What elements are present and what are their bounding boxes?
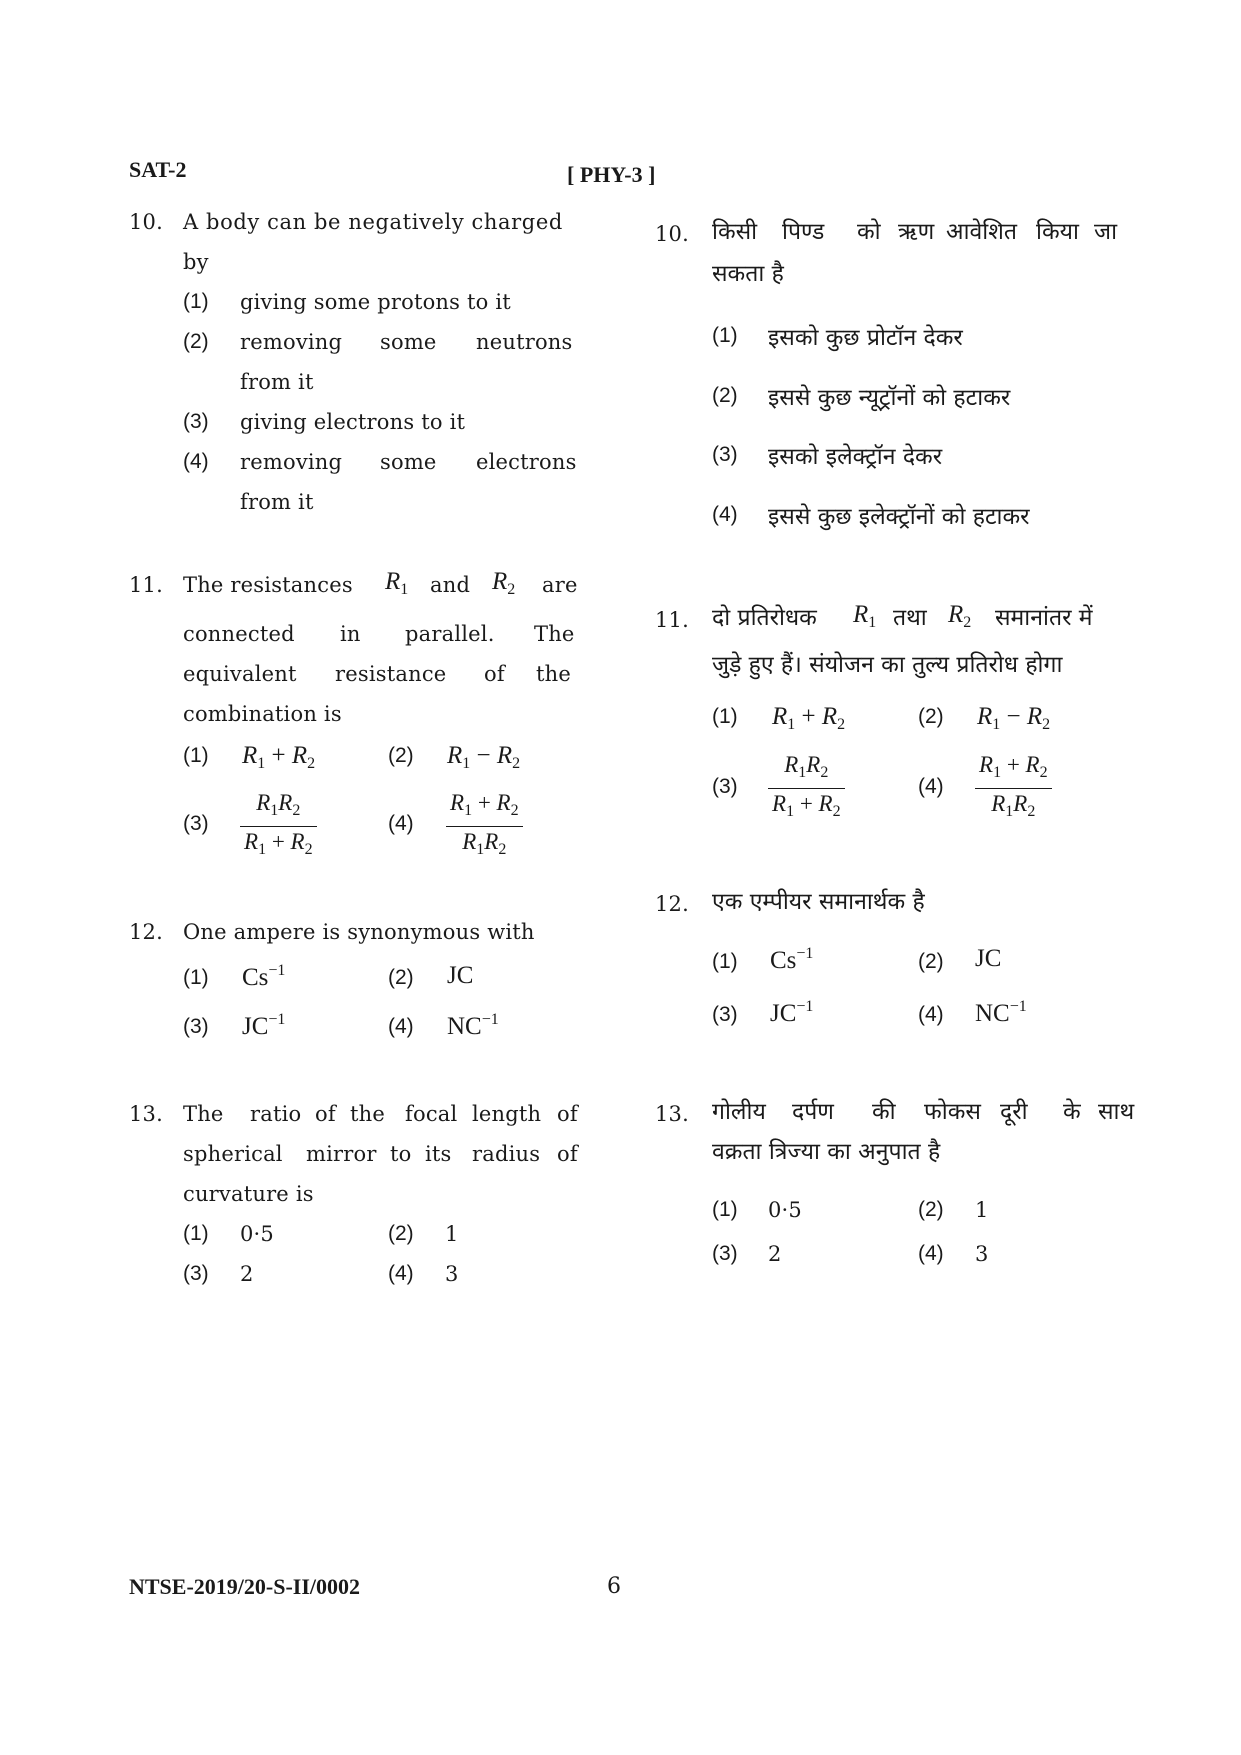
option-text: 3 — [975, 1242, 989, 1266]
question-text: के — [1063, 1099, 1081, 1125]
option-unit: $Cs^{-1}$ — [242, 962, 286, 991]
question-text: की — [872, 1099, 896, 1125]
question-text: The — [534, 622, 575, 646]
question-text: in — [340, 622, 361, 646]
question-number: 12. — [655, 892, 689, 916]
question-text: resistance — [335, 662, 447, 686]
question-number: 13. — [129, 1102, 163, 1126]
option-unit: $NC^{-1}$ — [447, 1011, 499, 1040]
footer-code: NTSE-2019/20-S-II/0002 — [129, 1574, 361, 1599]
question-text: equivalent — [183, 662, 297, 686]
question-text: the — [536, 662, 571, 686]
option-number: (1) — [183, 744, 209, 767]
question-number: 10. — [129, 210, 163, 234]
option-number: (4) — [388, 1015, 414, 1038]
question-text: साथ — [1098, 1099, 1135, 1125]
question-text: सकता है — [712, 261, 784, 287]
option-unit: JC — [975, 945, 1002, 972]
question-text: The — [183, 1102, 224, 1126]
question-text: spherical — [183, 1142, 283, 1166]
question-number: 13. — [655, 1102, 689, 1126]
option-text: 1 — [975, 1198, 989, 1222]
question-text: ratio — [250, 1102, 302, 1126]
option-number: (1) — [712, 705, 738, 728]
option-text: neutrons — [476, 330, 573, 354]
option-number: (3) — [183, 1015, 209, 1038]
option-number: (1) — [712, 950, 738, 973]
question-text: किया — [1036, 219, 1079, 245]
option-text: some — [380, 330, 437, 354]
option-r1-minus-r2: $R_1 - R_2$ — [447, 742, 521, 772]
question-text: दर्पण — [792, 1099, 834, 1125]
question-text: mirror — [306, 1142, 377, 1166]
option-text: giving some protons to it — [240, 290, 511, 314]
question-text: of — [557, 1142, 578, 1166]
option-text: 0·5 — [768, 1198, 802, 1222]
question-number: 10. — [655, 222, 689, 246]
option-number: (2) — [918, 1198, 944, 1221]
question-text: are — [542, 573, 578, 597]
option-product-over-sum: $\frac{R_1R_2}{R_1 + R_2}$ — [768, 752, 845, 825]
option-number: (1) — [183, 290, 209, 313]
question-text: एक एम्पीयर समानार्थक है — [712, 889, 925, 915]
question-number: 11. — [655, 608, 689, 632]
question-text: A body can be negatively charged — [183, 210, 563, 234]
question-text: by — [183, 250, 209, 274]
option-number: (2) — [183, 330, 209, 353]
question-text: and — [430, 573, 471, 597]
option-number: (3) — [712, 1003, 738, 1026]
math-r2: $R_2$ — [492, 568, 516, 598]
option-number: (4) — [918, 1242, 944, 1265]
option-text: इसको कुछ प्रोटॉन देकर — [768, 325, 963, 351]
option-unit: $JC^{-1}$ — [242, 1011, 286, 1040]
option-number: (3) — [712, 443, 738, 466]
option-sum-over-product: $\frac{R_1 + R_2}{R_1R_2}$ — [446, 790, 523, 863]
question-text: length — [472, 1102, 542, 1126]
option-text: इससे कुछ न्यूट्रॉनों को हटाकर — [768, 385, 1011, 411]
question-text: parallel. — [405, 622, 495, 646]
question-text: to — [390, 1142, 412, 1166]
page-number: 6 — [607, 1574, 621, 1599]
option-text: 0·5 — [240, 1222, 274, 1246]
question-text: गोलीय — [712, 1099, 766, 1125]
section-label: [ PHY-3 ] — [567, 162, 656, 187]
option-number: (4) — [918, 775, 944, 798]
question-text: One ampere is synonymous with — [183, 920, 535, 944]
paper-code: SAT-2 — [129, 157, 187, 182]
option-number: (2) — [388, 966, 414, 989]
question-text: को — [857, 219, 881, 245]
option-number: (1) — [712, 324, 738, 347]
question-text: वक्रता त्रिज्या का अनुपात है — [712, 1139, 941, 1165]
option-text: electrons — [476, 450, 577, 474]
option-number: (2) — [712, 384, 738, 407]
question-text: जुड़े हुए हैं। संयोजन का तुल्य प्रतिरोध होगा — [712, 652, 1063, 678]
option-text: some — [380, 450, 437, 474]
option-number: (4) — [712, 503, 738, 526]
option-product-over-sum: $\frac{R_1R_2}{R_1 + R_2}$ — [240, 790, 317, 863]
option-number: (1) — [712, 1198, 738, 1221]
option-text: 1 — [445, 1222, 459, 1246]
option-number: (2) — [388, 744, 414, 767]
math-r1: $R_1$ — [853, 601, 877, 631]
option-number: (4) — [388, 1262, 414, 1285]
question-text: combination is — [183, 702, 342, 726]
option-number: (4) — [918, 1003, 944, 1026]
question-text: of — [557, 1102, 578, 1126]
question-text: of — [484, 662, 505, 686]
option-number: (3) — [183, 1262, 209, 1285]
option-r1-plus-r2: $R_1 + R_2$ — [242, 742, 316, 772]
option-unit: $Cs^{-1}$ — [770, 945, 814, 974]
question-text: its — [425, 1142, 452, 1166]
option-text: giving electrons to it — [240, 410, 466, 434]
question-text: पिण्ड — [782, 219, 825, 245]
option-number: (3) — [712, 775, 738, 798]
option-r1-plus-r2: $R_1 + R_2$ — [772, 703, 846, 733]
option-text: from it — [240, 370, 314, 394]
question-text: समानांतर में — [995, 605, 1093, 631]
option-r1-minus-r2: $R_1 - R_2$ — [977, 703, 1051, 733]
question-text: तथा — [893, 605, 927, 631]
option-unit: $NC^{-1}$ — [975, 998, 1027, 1027]
question-text: the — [350, 1102, 385, 1126]
option-text: from it — [240, 490, 314, 514]
question-text: of — [315, 1102, 336, 1126]
option-number: (3) — [183, 410, 209, 433]
option-text: removing — [240, 330, 343, 354]
question-number: 12. — [129, 920, 163, 944]
question-text: दो प्रतिरोधक — [712, 605, 817, 631]
option-number: (3) — [712, 1242, 738, 1265]
option-unit: $JC^{-1}$ — [770, 998, 814, 1027]
option-number: (2) — [388, 1222, 414, 1245]
option-unit: JC — [447, 962, 474, 989]
question-text: आवेशित — [946, 219, 1018, 245]
option-number: (4) — [183, 450, 209, 473]
option-sum-over-product: $\frac{R_1 + R_2}{R_1R_2}$ — [975, 752, 1052, 825]
option-number: (3) — [183, 812, 209, 835]
question-text: connected — [183, 622, 295, 646]
question-text: radius — [472, 1142, 541, 1166]
option-number: (4) — [388, 812, 414, 835]
option-number: (2) — [918, 950, 944, 973]
question-text: फोकस — [924, 1099, 981, 1125]
option-text: इससे कुछ इलेक्ट्रॉनों को हटाकर — [768, 504, 1030, 530]
option-text: 3 — [445, 1262, 459, 1286]
option-text: इसको इलेक्ट्रॉन देकर — [768, 444, 943, 470]
option-number: (1) — [183, 966, 209, 989]
question-text: focal — [405, 1102, 458, 1126]
question-text: The resistances — [183, 573, 353, 597]
question-text: किसी — [712, 219, 758, 245]
math-r1: $R_1$ — [385, 568, 409, 598]
question-text: ऋण — [898, 219, 935, 245]
option-text: 2 — [240, 1262, 254, 1286]
option-text: 2 — [768, 1242, 782, 1266]
option-number: (2) — [918, 705, 944, 728]
option-number: (1) — [183, 1222, 209, 1245]
question-text: दूरी — [1000, 1099, 1028, 1125]
math-r2: $R_2$ — [948, 601, 972, 631]
option-text: removing — [240, 450, 343, 474]
question-text: curvature is — [183, 1182, 314, 1206]
question-number: 11. — [129, 573, 163, 597]
question-text: जा — [1094, 219, 1118, 245]
